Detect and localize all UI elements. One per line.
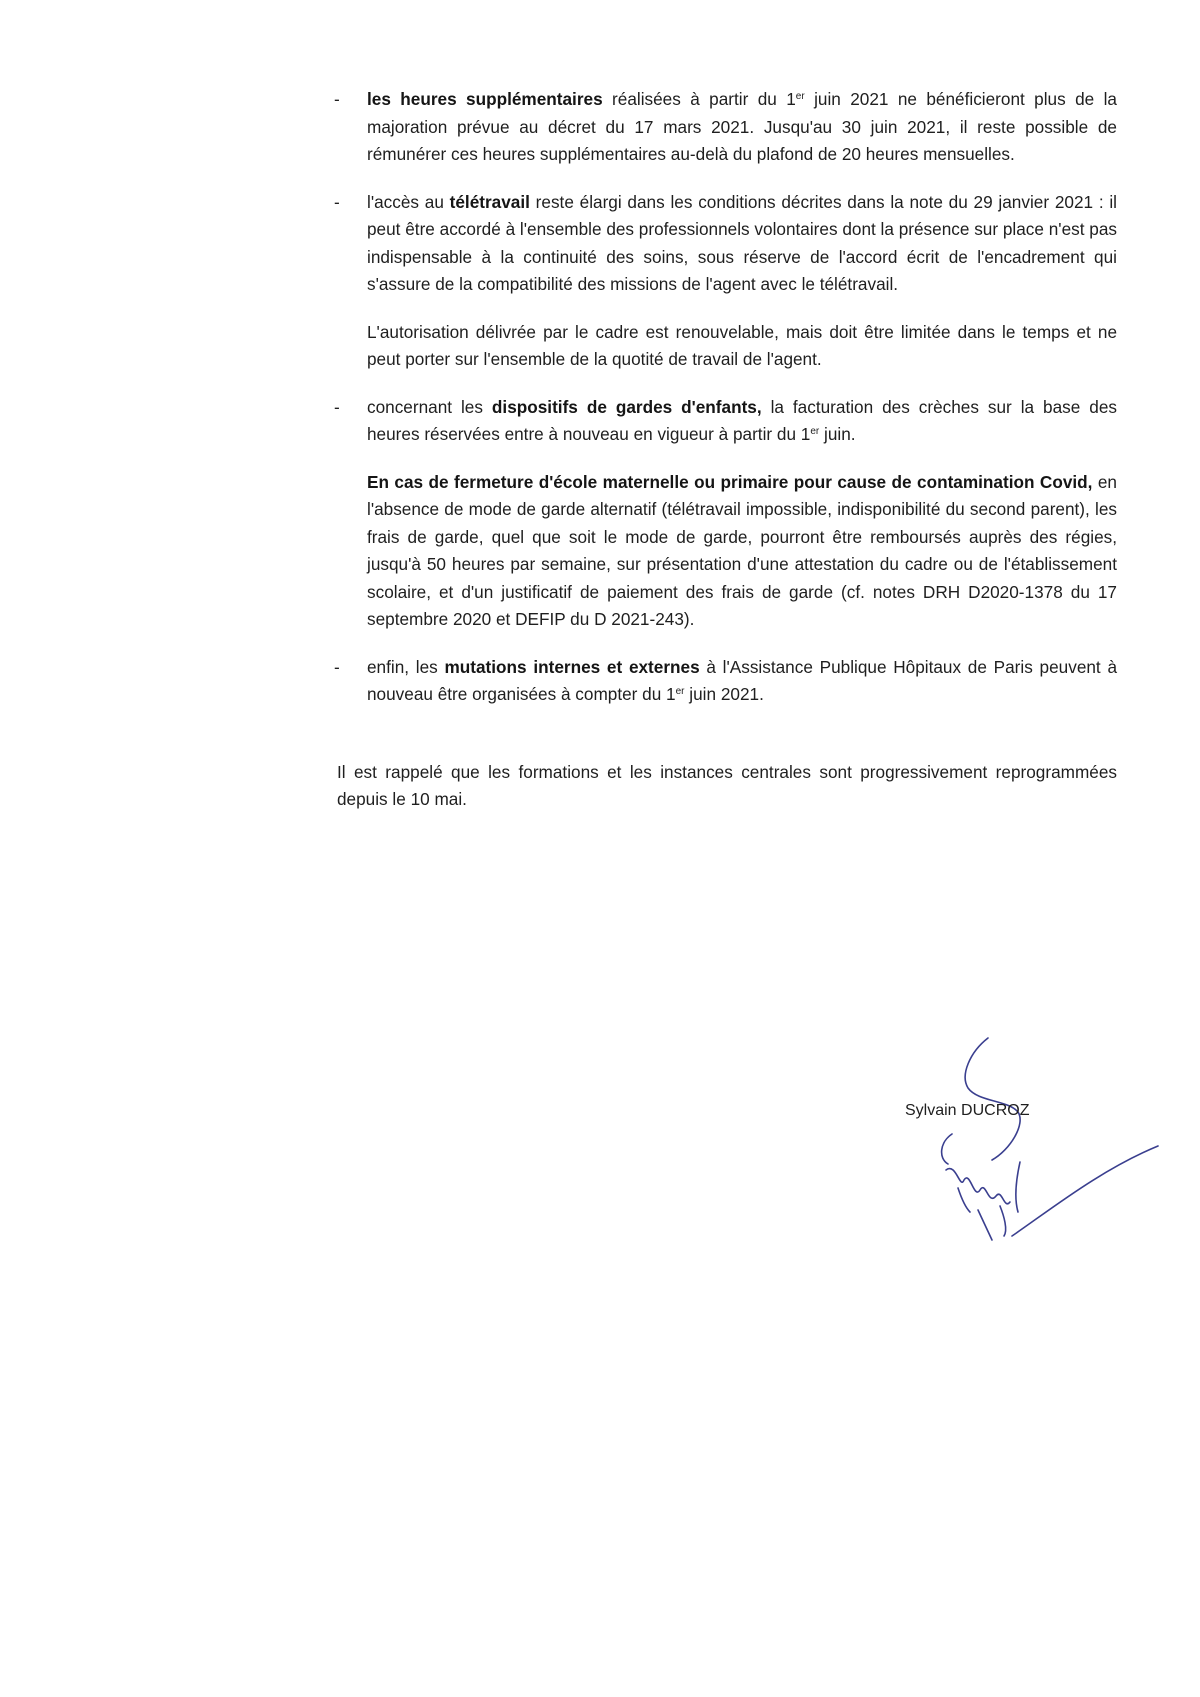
bullet-text bbox=[337, 654, 1117, 709]
bold-term: dispositifs de gardes d'enfants, bbox=[491, 396, 762, 417]
text: juin 2021 ne bénéficieront plus de la majoration prévue au décret du 17 mars 2021. Jusqu'au 30 juin 2021, il reste possible de rémunérer ces heures supplémentaires au-delà du plafond de 20 heures mensuelles. bbox=[367, 89, 1117, 164]
text: juin 2021. bbox=[684, 684, 764, 704]
bullet-mutations bbox=[334, 654, 1117, 709]
bullet-dash: - bbox=[334, 396, 340, 417]
bullet-childcare bbox=[334, 394, 1117, 634]
bold-term: les heures supplémentaires bbox=[367, 89, 603, 109]
text: à l'Assistance Publique Hôpitaux de Paris peuvent à nouveau être organisées à compter du 1 bbox=[367, 656, 1117, 704]
bullet-dash: - bbox=[334, 656, 340, 677]
bullet-text bbox=[337, 394, 1117, 449]
superscript: er bbox=[675, 686, 685, 697]
bold-term: En cas de fermeture d'école maternelle ou primaire pour cause de contamination Covid, bbox=[367, 471, 1093, 492]
bullet-overtime bbox=[334, 86, 1117, 169]
bullet-dash: - bbox=[334, 89, 340, 109]
handwritten-signature-icon bbox=[900, 1030, 1160, 1270]
bullet-dash: - bbox=[334, 191, 340, 212]
bullet-text bbox=[337, 86, 1117, 169]
signatory-name: Sylvain DUCROZ bbox=[905, 1102, 1030, 1119]
bullet-telework bbox=[334, 189, 1117, 374]
text: l'accès au bbox=[367, 191, 450, 212]
school-closure-paragraph bbox=[337, 469, 1117, 634]
closing-paragraph: Il est rappelé que les formations et les instances centrales sont progressivement reprogrammées depuis le 10 mai. bbox=[337, 761, 1117, 809]
bullet-text bbox=[337, 189, 1117, 299]
text: reste élargi dans les conditions décrites dans la note du 29 janvier 2021 : il peut être accordé à l'ensemble des professionnels volontaires dont la présence sur place n'est pas indispensable à la continuité des soins, sous réserve de l'accord écrit de l'encadrement qui s'assure de la compatibilité des missions de l'agent avec le télétravail. bbox=[367, 191, 1117, 294]
bold-term: mutations internes et externes bbox=[444, 656, 700, 677]
text: réalisées à partir du 1 bbox=[602, 89, 796, 109]
text: la facturation des crèches sur la base des heures réservées entre à nouveau en vigueur à partir du 1 bbox=[367, 396, 1117, 444]
bold-term: télétravail bbox=[449, 191, 530, 212]
text: juin. bbox=[819, 424, 856, 444]
telework-authorization-paragraph: L'autorisation délivrée par le cadre est renouvelable, mais doit être limitée dans le temps et ne peut porter sur l'ensemble de la quotité de travail de l'agent. bbox=[367, 321, 1117, 369]
text: en l'absence de mode de garde alternatif (télétravail impossible, indisponibilité du second parent), les frais de garde, quel que soit le mode de garde, pourront être remboursés auprès des régies, jusqu'à 50 heures par semaine, sur présentation d'une attestation du cadre ou de l'établissement scolaire, et d'un justificatif de paiement des frais de garde (cf. notes DRH D2020-1378 du 17 septembre 2020 et DEFIP du D 2021-243). bbox=[367, 471, 1117, 629]
superscript: er bbox=[795, 91, 805, 102]
document-body bbox=[334, 86, 1117, 814]
superscript: er bbox=[810, 426, 820, 437]
text: enfin, les bbox=[367, 656, 445, 677]
text: concernant les bbox=[367, 396, 492, 417]
